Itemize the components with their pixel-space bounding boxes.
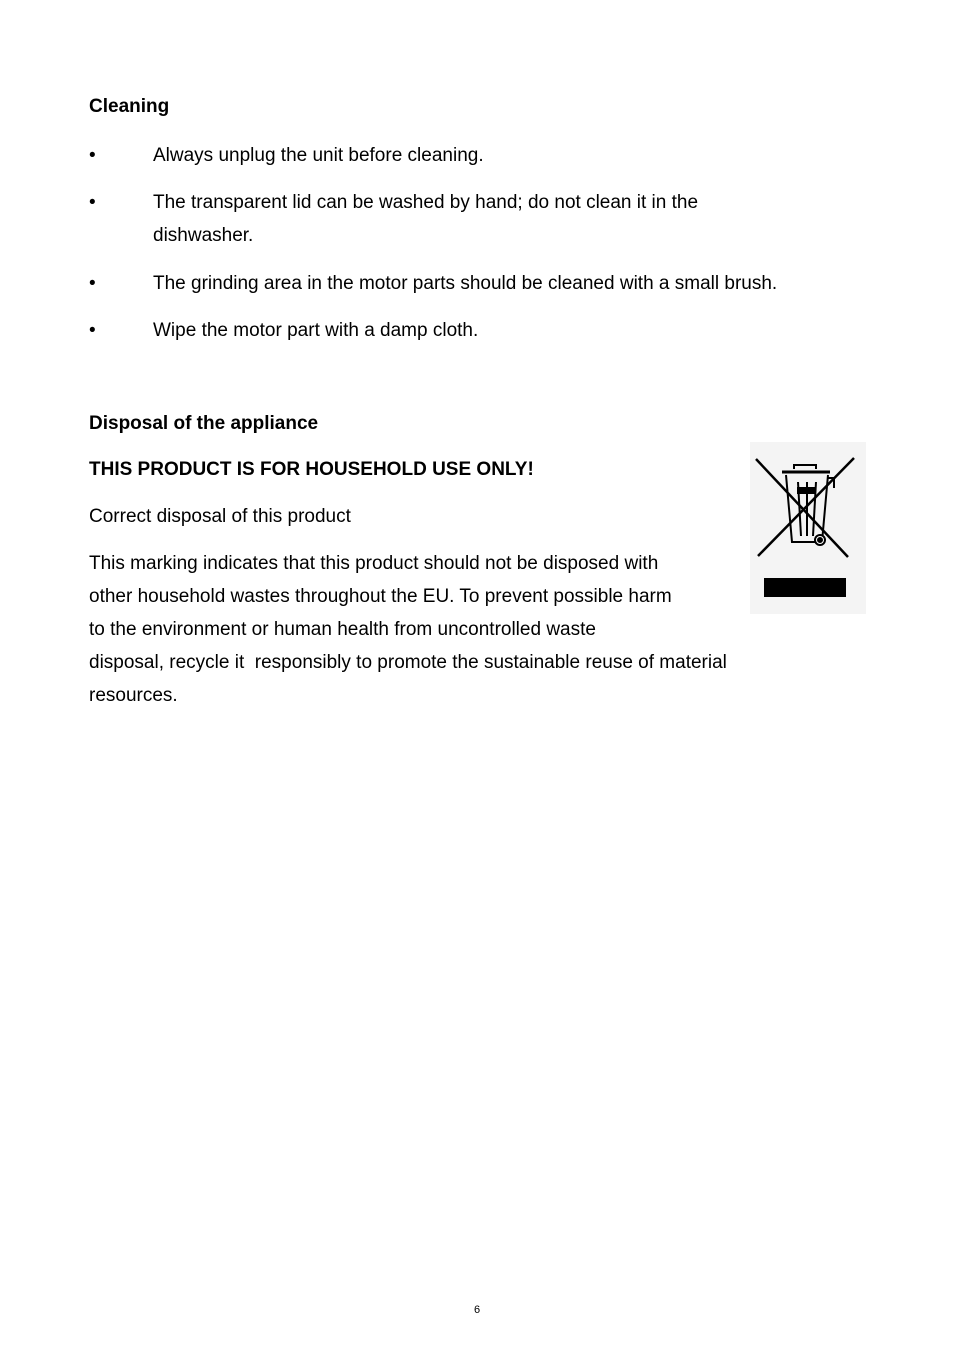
disposal-body-line: other household wastes throughout the EU. To prevent possible harm — [89, 586, 672, 607]
cleaning-heading: Cleaning — [89, 96, 170, 117]
disposal-body-line: to the environment or human health from uncontrolled waste — [89, 619, 596, 640]
cleaning-bullet-item — [89, 267, 869, 300]
disposal-body — [89, 547, 849, 712]
disposal-body-line: This marking indicates that this product should not be disposed with — [89, 553, 659, 574]
cleaning-bullet-text: The grinding area in the motor parts should be cleaned with a small brush. — [153, 273, 778, 294]
disposal-heading: Disposal of the appliance — [89, 413, 319, 434]
bullet-symbol: • — [89, 273, 96, 294]
bullet-symbol: • — [89, 145, 96, 166]
disposal-body-line: disposal, recycle it responsibly to promote the sustainable reuse of material — [89, 652, 727, 673]
crossed-out-wheelie-bin-icon — [750, 442, 866, 614]
disposal-body-line: resources. — [89, 685, 178, 706]
cleaning-bullet-text: The transparent lid can be washed by hand; do not clean it in the dishwasher. — [153, 192, 699, 246]
page-number: 6 — [473, 1304, 481, 1316]
cleaning-bullet-item — [89, 314, 869, 347]
cleaning-bullet-text: Always unplug the unit before cleaning. — [153, 145, 484, 166]
bullet-symbol: • — [89, 192, 96, 213]
cleaning-bullet-text: Wipe the motor part with a damp cloth. — [153, 320, 479, 341]
household-use-warning: THIS PRODUCT IS FOR HOUSEHOLD USE ONLY! — [89, 459, 534, 480]
bullet-symbol: • — [89, 320, 96, 341]
disposal-subheading: Correct disposal of this product — [89, 506, 351, 527]
cleaning-bullet-item — [89, 139, 869, 172]
cleaning-bullet-item — [89, 186, 869, 252]
